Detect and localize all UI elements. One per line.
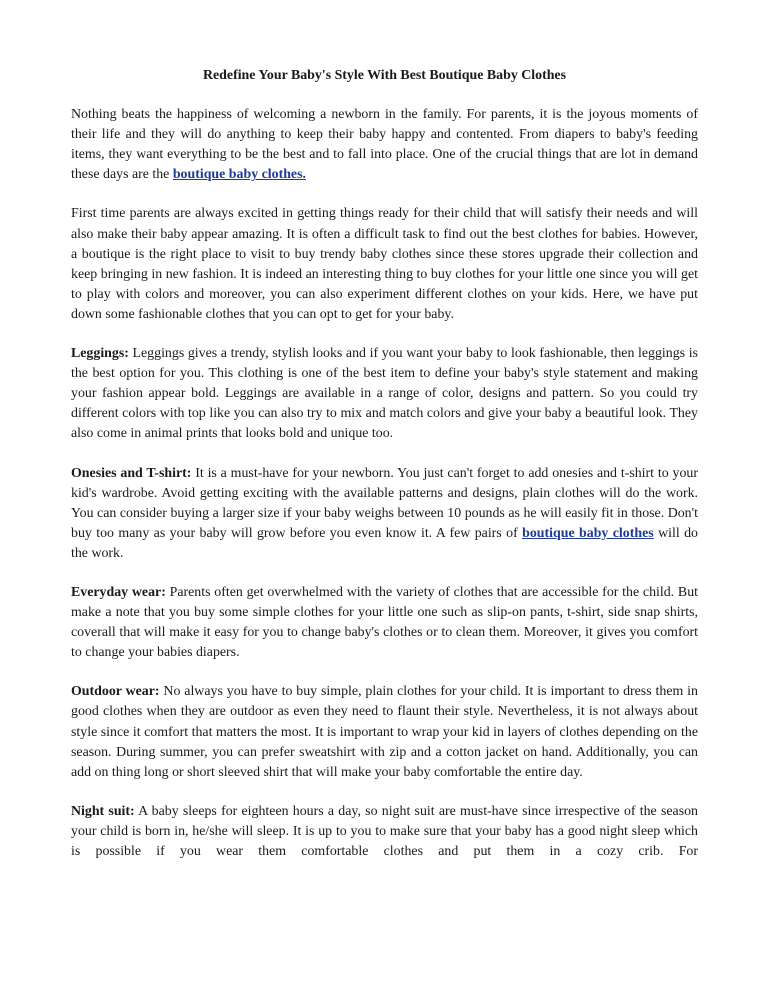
outdoor-wear-paragraph bbox=[71, 682, 698, 782]
everyday-wear-paragraph bbox=[71, 583, 698, 663]
onesies-heading: Onesies and T-shirt: bbox=[71, 465, 192, 481]
night-suit-text: A baby sleeps for eighteen hours a day, so night suit are must-have since irrespective of the season your child is born in, he/she will sleep. It is up to you to make sure that your baby has a good night sleep which is possible if you wear them comfortable clothes and put them in a cozy crib. For bbox=[71, 803, 698, 859]
night-suit-heading: Night suit: bbox=[71, 803, 135, 819]
everyday-wear-heading: Everyday wear: bbox=[71, 584, 166, 600]
boutique-baby-clothes-link-2[interactable]: boutique baby clothes bbox=[522, 525, 654, 541]
intro-text: Nothing beats the happiness of welcoming a newborn in the family. For parents, it is the joyous moments of their life and they will do anything to keep their baby happy and contented. From diapers to baby's feeding items, they want everything to be the best and to fall into place. One of the crucial things that are lot in demand these days are the bbox=[71, 107, 698, 183]
onesies-paragraph bbox=[71, 464, 698, 564]
boutique-baby-clothes-link-1[interactable]: boutique baby clothes bbox=[172, 167, 303, 183]
leggings-paragraph bbox=[71, 344, 698, 444]
link-suffix[interactable]: . bbox=[302, 167, 306, 183]
onesies-after-link: will do the work. bbox=[71, 525, 698, 561]
intro-paragraph bbox=[71, 105, 698, 185]
first-time-parents-paragraph: First time parents are always excited in getting things ready for their child that will satisfy their needs and will also make their baby appear amazing. It is often a difficult task to find out the best clothes for babies. However, a boutique is the right place to visit to buy trendy baby clothes since these stores upgrade their collection and keep bringing in new fashion. It is indeed an interesting thing to buy clothes for your little one since you will get to play with colors and moreover, you can also experiment different clothes on your kids. Here, we have put down some fashionable clothes that you can opt to get for your baby. bbox=[71, 206, 698, 322]
night-suit-paragraph bbox=[71, 802, 698, 862]
outdoor-wear-text: No always you have to buy simple, plain clothes for your child. It is important to dress them in good clothes when they are outdoor as even they need to flaunt their style. Nevertheless, it is not always about style since it comfort that matters the most. It is important to wrap your kid in layers of clothes depending on the season. During summer, you can prefer sweatshirt with zip and a cotton jacket on hand. Additionally, you can add on thing long or short sleeved shirt that will make your baby comfortable the entire day. bbox=[71, 684, 698, 780]
leggings-heading: Leggings: bbox=[71, 346, 129, 362]
leggings-text: Leggings gives a trendy, stylish looks and if you want your baby to look fashionable, then leggings is the best option for you. This clothing is one of the best item to define your baby's style statement and making your fashion appear bold. Leggings are available in a range of color, designs and pattern. So you could try different colors with top like you can also try to mix and match colors and give your baby a beautiful look. They also come in animal prints that looks bold and unique too. bbox=[71, 346, 698, 442]
everyday-wear-text: Parents often get overwhelmed with the variety of clothes that are accessible for the child. But make a note that you buy some simple clothes for your little one such as slip-on pants, t-shirt, side snap shirts, coverall that will make it easy for you to change baby's clothes or to clean them. Moreover, it gives you comfort to change your babies diapers. bbox=[71, 584, 699, 661]
document-title: Redefine Your Baby's Style With Best Boutique Baby Clothes bbox=[202, 68, 566, 83]
document-page bbox=[71, 66, 698, 862]
outdoor-wear-heading: Outdoor wear: bbox=[71, 684, 160, 700]
onesies-text: It is a must-have for your newborn. You just can't forget to add onesies and t-shirt to your kid's wardrobe. Avoid getting exciting with the available patterns and designs, plain clothes will do the work. You can consider buying a larger size if your baby weighs between 10 pounds as he will easily fit in those. Don't buy too many as your baby will grow before you even know it. A few pairs of bbox=[71, 465, 698, 541]
